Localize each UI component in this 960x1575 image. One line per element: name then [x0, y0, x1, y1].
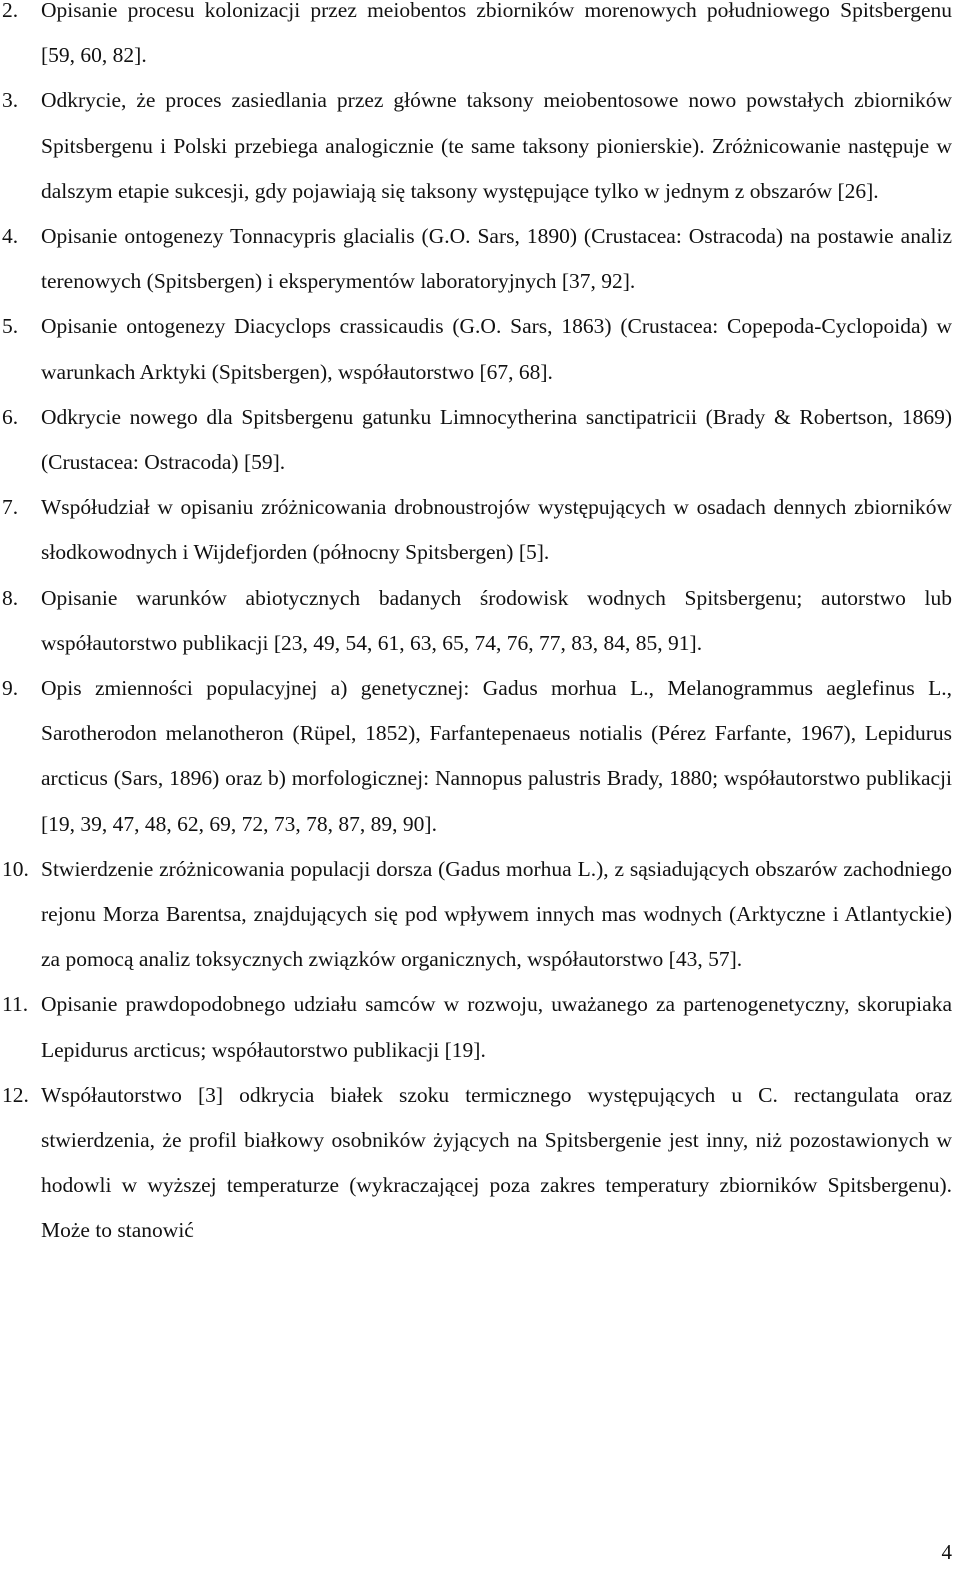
- list-item: [0, 304, 952, 394]
- list-item-text: Odkrycie nowego dla Spitsbergenu gatunku Limnocytherina sanctipatricii (Brady & Robertson, 1869) (Crustacea: Ostracoda) [59].: [41, 404, 952, 475]
- list-item-number: 7.: [2, 495, 19, 520]
- list-item-text: Opisanie warunków abiotycznych badanych środowisk wodnych Spitsbergenu; autorstwo lub współautorstwo publikacji [23, 49, 54, 61, 63, 65, 74, 76, 77, 83, 84, 85, 91].: [41, 585, 952, 655]
- list-item: [0, 847, 952, 983]
- list-item-text: Opis zmienności populacyjnej a) genetycznej: Gadus morhua L., Melanogrammus aeglefinus L., Sarotherodon melanotheron (Rüpel, 1852), Farfantepenaeus notialis (Pérez Farfante, 1967), Lepidurus arcticus (Sars, 1896) oraz b) morfologicznej: Nannopus palustris Brady, 1880; współautorstwo publikacji [19, 39, 47, 48, 62, 69, 72, 73, 78, 87, 89, 90].: [41, 676, 952, 836]
- list-item: [0, 78, 952, 214]
- list-item-number: 4.: [2, 224, 19, 249]
- page-number: 4: [941, 1540, 952, 1564]
- list-item: [0, 666, 952, 847]
- list-item-number: 3.: [2, 88, 19, 113]
- list-item-number: 10.: [2, 856, 29, 881]
- list-item-text: Opisanie ontogenezy Tonnacypris glacialis (G.O. Sars, 1890) (Crustacea: Ostracoda) na postawie analiz terenowych (Spitsbergen) i eksperymentów laboratoryjnych [37, 92].: [41, 224, 952, 294]
- list-item-text: Współautorstwo [3] odkrycia białek szoku termicznego występujących u C. rectangulata oraz stwierdzenia, że profil białkowy osobników żyjących na Spitsbergenie jest inny, niż pozostawionych w hodowli w wyższej temperaturze (wykraczającej poza zakres temperatury zbiorników Spitsbergenu). Może to stanowić: [41, 1082, 952, 1243]
- list-item-number: 6.: [2, 404, 19, 429]
- list-item-number: 9.: [2, 676, 19, 701]
- list-item-text: Stwierdzenie zróżnicowania populacji dorsza (Gadus morhua L.), z sąsiadujących obszarów zachodniego rejonu Morza Barentsa, znajdujących się pod wpływem innych mas wodnych (Arktyczne i Atlantyckie) za pomocą analiz toksycznych związków organicznych, współautorstwo [43, 57].: [41, 856, 952, 972]
- list-item-number: 8.: [2, 585, 19, 610]
- list-item: [0, 1073, 952, 1254]
- list-item-text: Opisanie prawdopodobnego udziału samców w rozwoju, uważanego za partenogenetyczny, skorupiaka Lepidurus arcticus; współautorstwo publikacji [19].: [41, 992, 952, 1062]
- list-item-text: Współudział w opisaniu zróżnicowania drobnoustrojów występujących w osadach dennych zbiorników słodkowodnych i Wijdefjorden (północny Spitsbergen) [5].: [41, 495, 952, 565]
- list-item: [0, 982, 952, 1072]
- list-item: [0, 0, 952, 78]
- list-item: [0, 576, 952, 666]
- list-item: [0, 485, 952, 575]
- list-item-number: 2.: [2, 0, 19, 22]
- list-item-number: 5.: [2, 314, 19, 339]
- list-item-number: 12.: [2, 1082, 29, 1107]
- list-item-text: Opisanie ontogenezy Diacyclops crassicaudis (G.O. Sars, 1863) (Crustacea: Copepoda-Cyclopoida) w warunkach Arktyki (Spitsbergen), współautorstwo [67, 68].: [41, 314, 952, 384]
- list-item: [0, 214, 952, 304]
- list-item-text: Opisanie procesu kolonizacji przez meiobentos zbiorników morenowych południowego Spitsbergenu [59, 60, 82].: [41, 0, 952, 68]
- list-item-number: 11.: [2, 992, 29, 1017]
- list-item: [0, 395, 952, 485]
- list-item-text: Odkrycie, że proces zasiedlania przez główne taksony meiobentosowe nowo powstałych zbiorników Spitsbergenu i Polski przebiega analogicznie (te same taksony pionierskie). Zróżnicowanie następuje w dalszym etapie sukcesji, gdy pojawiają się taksony występujące tylko w jednym z obszarów [26].: [41, 88, 952, 203]
